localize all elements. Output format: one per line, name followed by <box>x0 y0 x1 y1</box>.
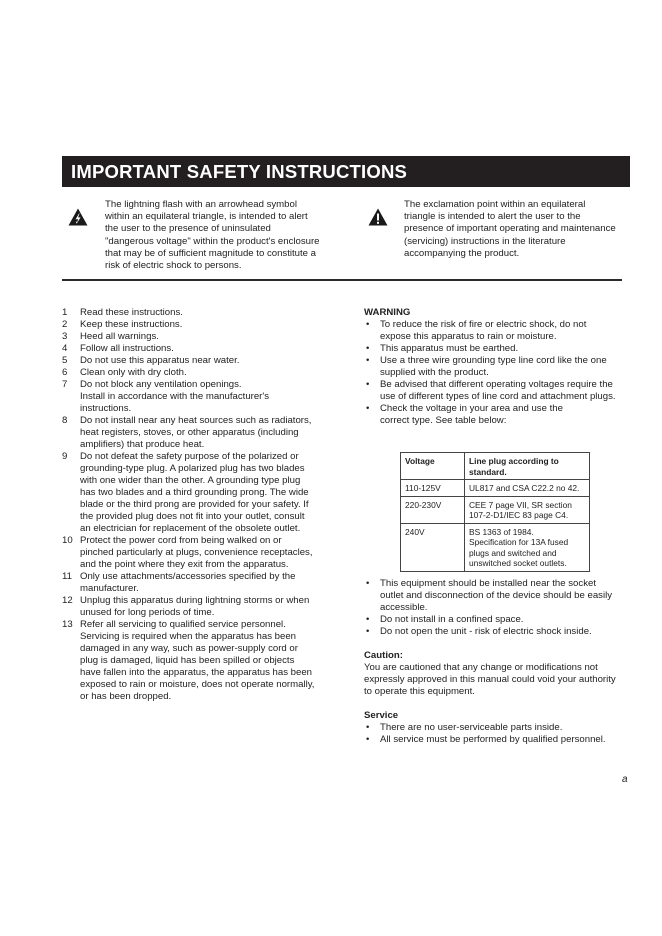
instruction-item <box>62 595 342 619</box>
plug-standard-line: 107-2-D1/IEC 83 page C4. <box>469 510 569 520</box>
warning-item-line: expose this apparatus to rain or moisture. <box>380 331 557 342</box>
instruction-number: 1 <box>62 307 68 318</box>
instruction-item <box>62 355 342 367</box>
instruction-line: Heed all warnings. <box>80 331 159 342</box>
instruction-item <box>62 343 342 355</box>
instruction-line: Do not defeat the safety purpose of the polarized or <box>80 451 299 462</box>
warning-item-line: To reduce the risk of fire or electric shock, do not <box>380 319 587 330</box>
bullet-icon: • <box>366 578 370 589</box>
instruction-number: 5 <box>62 355 68 366</box>
exclamation-warning-triangle-icon <box>368 208 388 226</box>
notice-line: triangle is intended to alert the user to the <box>404 211 581 223</box>
plug-standard-line: UL817 and CSA C22.2 no 42. <box>469 483 580 493</box>
instruction-number: 13 <box>62 619 73 630</box>
bullet-icon: • <box>366 614 370 625</box>
instruction-item <box>62 535 342 571</box>
install-notes-section <box>364 578 634 638</box>
instruction-line: the provided plug does not fit into your outlet, consult <box>80 511 305 522</box>
service-section <box>364 710 644 746</box>
instruction-number: 9 <box>62 451 68 462</box>
plug-standards-table <box>400 452 590 572</box>
instruction-line: Install in accordance with the manufacturer's <box>80 391 270 402</box>
instruction-item <box>62 415 342 451</box>
plug-standard-cell <box>465 523 590 571</box>
install-note-line: Do not open the unit - risk of electric shock inside. <box>380 626 592 637</box>
notice-line: (servicing) instructions in the literature <box>404 235 566 247</box>
install-note-line: outlet and disconnection of the device should be easily <box>380 590 613 601</box>
warning-item-line: supplied with the product. <box>380 367 489 378</box>
warning-item <box>364 355 634 379</box>
instruction-item <box>62 619 342 703</box>
instruction-line: Only use attachments/accessories specified by the <box>80 571 296 582</box>
table-row <box>401 496 590 523</box>
bullet-icon: • <box>366 626 370 637</box>
bullet-icon: • <box>366 319 370 330</box>
instruction-line: Unplug this apparatus during lightning storms or when <box>80 595 310 606</box>
section-divider <box>62 279 622 281</box>
instruction-line: Read these instructions. <box>80 307 183 318</box>
service-item <box>364 734 644 746</box>
bullet-icon: • <box>366 355 370 366</box>
service-item-line: There are no user-serviceable parts inside. <box>380 722 563 733</box>
instruction-number: 2 <box>62 319 68 330</box>
instruction-line: grounding-type plug. A polarized plug has two blades <box>80 463 305 474</box>
instruction-line: Protect the power cord from being walked on or <box>80 535 282 546</box>
install-note-line: This equipment should be installed near the socket <box>380 578 596 589</box>
notice-line: The lightning flash with an arrowhead symbol <box>105 199 297 210</box>
warning-item <box>364 379 634 403</box>
service-heading: Service <box>364 710 399 721</box>
voltage-cell <box>401 480 465 497</box>
bullet-icon: • <box>366 734 370 745</box>
bullet-icon: • <box>366 722 370 733</box>
warning-item-line: This apparatus must be earthed. <box>380 343 519 354</box>
instruction-item <box>62 379 342 415</box>
instruction-line: instructions. <box>80 403 132 414</box>
instruction-item <box>62 367 342 379</box>
voltage-line: 240V <box>405 526 425 537</box>
notice-line: presence of important operating and maintenance <box>404 223 616 235</box>
instruction-number: 8 <box>62 415 68 426</box>
warning-item-line: Be advised that different operating voltages require the <box>380 379 613 390</box>
warning-item <box>364 343 634 355</box>
instruction-line: unused for long periods of time. <box>80 607 215 618</box>
instruction-number: 12 <box>62 595 73 606</box>
instruction-line: Clean only with dry cloth. <box>80 367 187 378</box>
instruction-line: or has been dropped. <box>80 691 172 702</box>
plug-standard-line: BS 1363 of 1984. <box>469 526 534 537</box>
instruction-line: plug is damaged, liquid has been spilled or objects <box>80 655 295 666</box>
warning-item-line: Use a three wire grounding type line cord like the one <box>380 355 607 366</box>
instruction-line: manufacturer. <box>80 583 139 594</box>
warning-item-line: correct type. See table below: <box>380 415 507 426</box>
instruction-number: 7 <box>62 379 68 390</box>
notice-line: "dangerous voltage" within the product's enclosure <box>105 235 320 247</box>
plug-standard-line: unswitched socket outlets. <box>469 558 567 568</box>
instruction-line: an electrician for replacement of the obsolete outlet. <box>80 523 301 534</box>
notice-line: that may be of sufficient magnitude to constitute a <box>105 247 317 259</box>
title-banner <box>62 156 630 187</box>
voltage-cell <box>401 523 465 571</box>
plug-standard-cell <box>465 496 590 523</box>
table-header-line: Line plug according to <box>469 456 559 466</box>
caution-line: to operate this equipment. <box>364 686 475 697</box>
instruction-line: heat registers, stoves, or other apparatus (including <box>80 427 299 438</box>
caution-heading: Caution: <box>364 650 403 661</box>
instruction-number: 6 <box>62 367 68 378</box>
instruction-number: 3 <box>62 331 68 342</box>
warning-section <box>364 307 634 427</box>
instruction-item <box>62 571 342 595</box>
page-title: IMPORTANT SAFETY INSTRUCTIONS <box>71 161 408 182</box>
notice-line: within an equilateral triangle, is intended to alert <box>105 211 308 223</box>
page-number: a <box>622 774 628 785</box>
instruction-number: 10 <box>62 535 73 546</box>
voltage-line: 220-230V <box>405 499 442 510</box>
instruction-line: with one wider than the other. A grounding type plug <box>80 475 301 486</box>
install-note <box>364 578 634 614</box>
service-item <box>364 722 644 734</box>
instruction-line: Do not block any ventilation openings. <box>80 379 242 390</box>
lightning-notice-text <box>105 199 320 272</box>
lightning-warning-triangle-icon <box>68 208 88 226</box>
instruction-line: damaged in any way, such as power-supply cord or <box>80 643 298 654</box>
instruction-item <box>62 307 342 319</box>
instruction-number: 4 <box>62 343 68 354</box>
bullet-icon: • <box>366 343 370 354</box>
instruction-line: exposed to rain or moisture, does not operate normally, <box>80 679 315 690</box>
plug-standard-line: CEE 7 page VII, SR section <box>469 499 572 510</box>
table-row <box>401 523 590 571</box>
bullet-icon: • <box>366 379 370 390</box>
install-note-line: accessible. <box>380 602 428 613</box>
install-note <box>364 626 634 638</box>
notice-line: the user to the presence of uninsulated <box>105 223 271 235</box>
instruction-line: Keep these instructions. <box>80 319 183 330</box>
instruction-line: blade or the third prong are provided for your safety. If <box>80 499 309 510</box>
instruction-line: Follow all instructions. <box>80 343 174 354</box>
plug-standard-cell <box>465 480 590 497</box>
instruction-line: Do not use this apparatus near water. <box>80 355 240 366</box>
caution-section <box>364 650 644 698</box>
voltage-line: 110-125V <box>405 483 441 493</box>
install-note <box>364 614 634 626</box>
instruction-line: pinched particularly at plugs, convenience receptacles, <box>80 547 313 558</box>
table-header-cell <box>465 453 590 480</box>
exclamation-notice-text <box>404 199 616 260</box>
warning-item <box>364 403 634 427</box>
instruction-line: Refer all servicing to qualified service personnel. <box>80 619 286 630</box>
warning-item <box>364 319 634 343</box>
service-item-line: All service must be performed by qualified personnel. <box>380 734 606 745</box>
instruction-line: have fallen into the apparatus, the apparatus has been <box>80 667 313 678</box>
warning-heading: WARNING <box>364 307 411 318</box>
caution-line: You are cautioned that any change or modifications not <box>364 662 598 673</box>
table-header-line: standard. <box>469 466 507 477</box>
instruction-line: Servicing is required when the apparatus has been <box>80 631 296 642</box>
instruction-number: 11 <box>62 571 72 582</box>
instruction-item <box>62 451 342 535</box>
voltage-cell <box>401 496 465 523</box>
instruction-item <box>62 331 342 343</box>
plug-standard-line: plugs and switched and <box>469 547 557 558</box>
install-note-line: Do not install in a confined space. <box>380 614 524 625</box>
instruction-line: amplifiers) that produce heat. <box>80 439 205 450</box>
plug-standard-line: Specification for 13A fused <box>469 537 569 547</box>
table-header-row <box>401 453 590 480</box>
notice-line: The exclamation point within an equilateral <box>404 199 586 210</box>
instruction-item <box>62 319 342 331</box>
warning-item-line: Check the voltage in your area and use the <box>380 403 563 414</box>
caution-line: expressly approved in this manual could void your authority <box>364 674 616 685</box>
instruction-line: Do not install near any heat sources such as radiators, <box>80 415 312 426</box>
table-header-line: Voltage <box>405 456 435 466</box>
instruction-line: has two blades and a third grounding prong. The wide <box>80 487 309 498</box>
bullet-icon: • <box>366 403 370 414</box>
instructions-list <box>62 307 342 703</box>
instruction-line: and the point where they exit from the apparatus. <box>80 559 289 570</box>
notice-line: risk of electric shock to persons. <box>105 260 242 272</box>
warning-item-line: use of different types of line cord and attachment plugs. <box>380 391 616 402</box>
table-header-cell <box>401 453 465 480</box>
notice-line: accompanying the product. <box>404 247 520 259</box>
table-row <box>401 480 590 497</box>
